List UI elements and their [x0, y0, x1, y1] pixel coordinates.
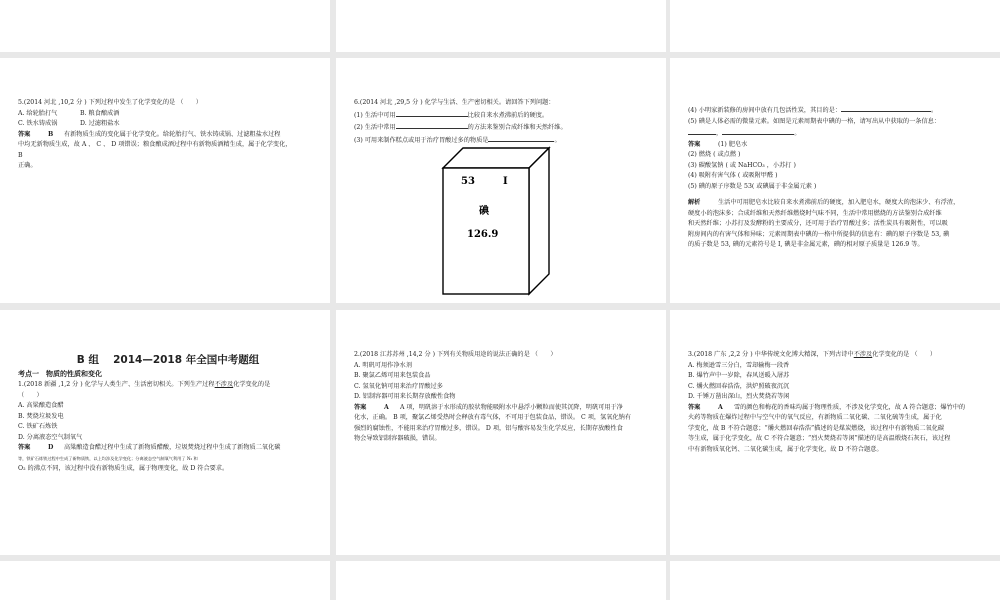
- answer-blank[interactable]: [841, 104, 931, 112]
- answer-label: 答案: [688, 403, 701, 411]
- question-text: 5.(2014 河北 ,10,2 分 ) 下列过程中发生了化学变化的是 （ ）: [18, 99, 202, 106]
- answer-letter: D: [47, 444, 54, 451]
- answer-line: [688, 140, 988, 151]
- option-c: C. 氢氧化钠可用来治疗胃酸过多: [354, 382, 443, 390]
- cube-drawing: [441, 146, 551, 296]
- analysis-label: 解析: [688, 199, 701, 206]
- page-q6-answer: [670, 58, 1000, 303]
- answer-text: 中均无新物质生成，故 A 、 C 、 D 项错误；粮食酿成酒过程中有新物质酒精生成，属于化学变化，: [18, 141, 292, 148]
- sub-question-text: 。: [554, 136, 561, 144]
- answer-blank-row: ， 。: [688, 127, 988, 140]
- analysis-text: 和天然纤维；小苏打及发酵粉的主要成分，还可用于治疗胃酸过多；活性炭具有吸附性，可以吸: [688, 220, 948, 227]
- analysis-text: 附房间内的有害气体和异味；元素周期表中碘的一格中所提供的信息有：碘的原子序数是 53, 碘: [688, 230, 950, 238]
- answer-line: [688, 403, 988, 414]
- option-a: A. 给轮胎打气: [18, 109, 58, 117]
- question-text-part: 3.(2018 广东 ,2,2 分 ) 中华传统文化博大精深，下列古诗中: [688, 351, 854, 358]
- option-row: [18, 119, 318, 130]
- sub-question-text: (1) 生活中可用: [354, 111, 396, 119]
- option-d: D. 铝制容器可用来长期存放酸性食物: [354, 393, 456, 400]
- answer-label: 答案: [688, 140, 701, 148]
- answer-text: 学变化，故 B 不符合题意；“爝火燃回春浩浩”描述的是煤炭燃烧，该过程中有新物质二氧化碳: [688, 424, 945, 432]
- question-text: 2.(2018 江苏苏州 ,14,2 分 ) 下列有关物质用途的说法正确的是 （ ）: [354, 351, 557, 358]
- answer-text: 有新物质生成的变化属于化学变化。给轮胎打气、铁水铸成锅、过滤粗盐水过程: [63, 130, 281, 138]
- sub-question-3: [354, 134, 654, 147]
- option-c: C. 铁水铸成锅: [18, 120, 58, 127]
- option-a: A. 高粱酿造食醋: [18, 402, 64, 409]
- sub-question-text: (4) 小明家新装修的房间中放有几包活性炭，其目的是：: [688, 107, 842, 114]
- question-text: 6.(2014 河北 ,29,5 分 ) 化学与生活、生产密切相关。请回答下列问题：: [354, 99, 555, 106]
- page-strip-top-right: [670, 0, 1000, 52]
- page-strip-top-middle: [336, 0, 666, 52]
- sub-question-text: (2) 生活中常用: [354, 124, 396, 131]
- answer-text-small: 等，铁矿石炼铁过程中生成了新物质铁，以上均涉及化学变化；分离液态空气制氧气利用了 N₂ 和: [18, 455, 198, 461]
- page-group-b-q1: [0, 310, 330, 555]
- answer-text: 物会导致铝制容器破损，错误。: [354, 435, 441, 442]
- option-c: C. 铁矿石炼铁: [18, 423, 58, 430]
- option-d: D. 分离液态空气制氧气: [18, 433, 83, 441]
- page-group-b-q3: [670, 310, 1000, 555]
- page-strip-bottom-middle: [336, 561, 666, 600]
- page-strip-bottom-left: [0, 561, 330, 600]
- option-b: B. 焚烧垃圾发电: [18, 412, 64, 420]
- option-b: B. 爆竹声中一岁除，春风送暖入屠苏: [688, 372, 790, 379]
- question-text-part: 化学变化的是 （ ）: [872, 351, 937, 358]
- answer-line: [18, 443, 318, 454]
- question-text-part: 化学变化的是: [233, 381, 271, 388]
- answer-text: 中有新物质氧化钙、二氧化碳生成，属于化学变化，故 D 不符合题意。: [688, 445, 883, 453]
- question-text: [688, 350, 988, 361]
- answer-line: [354, 403, 654, 414]
- answer-text: (5) 碘的原子序数是 53( 或碘属于非金属元素 ): [688, 182, 817, 190]
- sub-question-2: [354, 121, 654, 134]
- analysis-text: 的质子数是 53, 碘的元素符号是 I, 碘是非金属元素，碘的相对原子质量是 126.9 等。: [688, 241, 924, 248]
- question-emphasis: 不涉及: [214, 381, 234, 388]
- option-d: D. 千锤万凿出深山，烈火焚烧若等闲: [688, 393, 790, 400]
- question-emphasis: 不涉及: [853, 351, 873, 358]
- answer-text: (1) 肥皂水: [717, 140, 748, 148]
- analysis-text: 生活中可用肥皂水比较自来水煮沸前后的硬度，加入肥皂水，硬度大的泡沫少、有浮渣，: [717, 199, 960, 206]
- answer-text: 正确。: [18, 162, 37, 169]
- answer-paren: （ ）: [18, 391, 43, 399]
- answer-blank[interactable]: [396, 121, 468, 129]
- element-name: 碘: [479, 206, 489, 217]
- answer-letter: B: [47, 130, 54, 138]
- topic-heading: 考点一 物质的性质和变化: [18, 370, 102, 378]
- option-b: B. 粮食酿成酒: [79, 109, 120, 117]
- answer-label: 答案: [354, 403, 367, 411]
- answer-blank[interactable]: [722, 127, 794, 135]
- section-heading: B 组 2014—2018 年全国中考题组: [76, 354, 260, 366]
- page-strip-bottom-right: [670, 561, 1000, 600]
- answer-text: 强烈的腐蚀性，不能用来治疗胃酸过多，错误。 D 项，铝与酸容易发生化学反应，长期存放酸性食: [354, 424, 623, 432]
- answer-text: (2) 燃烧 ( 或点燃 ): [688, 151, 741, 158]
- page-group-b-q2: [336, 310, 666, 555]
- sub-question-4: [688, 104, 988, 117]
- answer-text: 化水，正确。 B 项，聚氯乙烯受热时会释放有毒气体，不可用于包装食品，错误。 C 项，氢氧化钠有: [354, 414, 632, 421]
- atomic-number: 53: [461, 176, 475, 187]
- question-text: [18, 380, 318, 391]
- sub-question-text: 。: [931, 107, 938, 114]
- page-strip-top-left: [0, 0, 330, 52]
- answer-text: 火药等物质在爆炸过程中与空气中的氧气反应，有新物质二氧化碳、二氧化硫等生成，属于化: [688, 414, 942, 421]
- answer-text: B: [18, 151, 23, 159]
- question-text-part: 1.(2018 新疆 ,1,2 分 ) 化学与人类生产、生活密切相关。下列生产过程: [18, 381, 215, 388]
- answer-blank[interactable]: [688, 127, 716, 135]
- answer-text: 高粱酿造食醋过程中生成了新物质醋酸，垃圾焚烧过程中生成了新物质二氧化碳: [63, 444, 281, 451]
- sub-question-text: (3) 可用来制作糕点或用于治疗胃酸过多的物质是: [354, 136, 489, 144]
- answer-text: (3) 碳酸氢钠 ( 或 NaHCO₃ ，小苏打 ): [688, 161, 796, 169]
- option-a: A. 明矾可用作净水剂: [354, 361, 412, 369]
- answer-letter: A: [383, 403, 389, 411]
- option-a: A. 梅须逊雪三分白，雪却输梅一段香: [688, 361, 790, 369]
- answer-letter: A: [717, 403, 723, 411]
- answer-text: A 项，明矾溶于水形成的胶状物能吸附水中悬浮小颗粒而使其沉降，明矾可用于净: [399, 403, 623, 411]
- answer-text: 雪的颜色和梅花的香味均属于物理性质，不涉及化学变化，故 A 符合题意；爆竹中的: [733, 403, 966, 411]
- option-b: B. 聚氯乙烯可用来包装食品: [354, 372, 431, 379]
- answer-label: 答案: [18, 130, 31, 138]
- atomic-mass: 126.9: [467, 229, 499, 240]
- page-q6: [336, 58, 666, 303]
- page-q5: [0, 58, 330, 303]
- answer-blank[interactable]: [396, 109, 468, 117]
- periodic-table-cell-iodine: [441, 146, 551, 296]
- answer-line: [18, 130, 318, 141]
- answer-label: 答案: [18, 444, 31, 451]
- option-row: [18, 109, 318, 120]
- sub-question-5: (5) 碘是人体必需的微量元素。如图是元素周期表中碘的一格，请写出从中获取的一条信息：: [688, 117, 941, 125]
- option-c: C. 爝火燃回春浩浩，洪炉照破夜沉沉: [688, 382, 790, 390]
- answer-text: O₂ 的沸点不同，该过程中没有新物质生成，属于物理变化，故 D 符合要求。: [18, 465, 229, 472]
- answer-blank[interactable]: [488, 134, 554, 142]
- option-d: D. 过滤粗盐水: [79, 120, 120, 127]
- answer-text: 等生成，属于化学变化，故 C 不符合题意；“烈火焚烧若等闲”描述的是高温煅烧石灰石，该过程: [688, 435, 951, 442]
- sub-question-1: [354, 109, 654, 122]
- element-symbol: I: [503, 176, 508, 187]
- sub-question-text: 比较自来水煮沸前后的硬度。: [467, 111, 549, 119]
- analysis-text: 硬度小的泡沫多；合成纤维和天然纤维燃烧时气味不同，生活中常用燃烧的方法鉴别合成纤维: [688, 209, 942, 217]
- answer-text: (4) 吸附有害气体 ( 或吸附甲醛 ): [688, 172, 778, 179]
- sub-question-text: 的方法来鉴别合成纤维和天然纤维。: [467, 124, 567, 131]
- analysis-line: [688, 198, 988, 209]
